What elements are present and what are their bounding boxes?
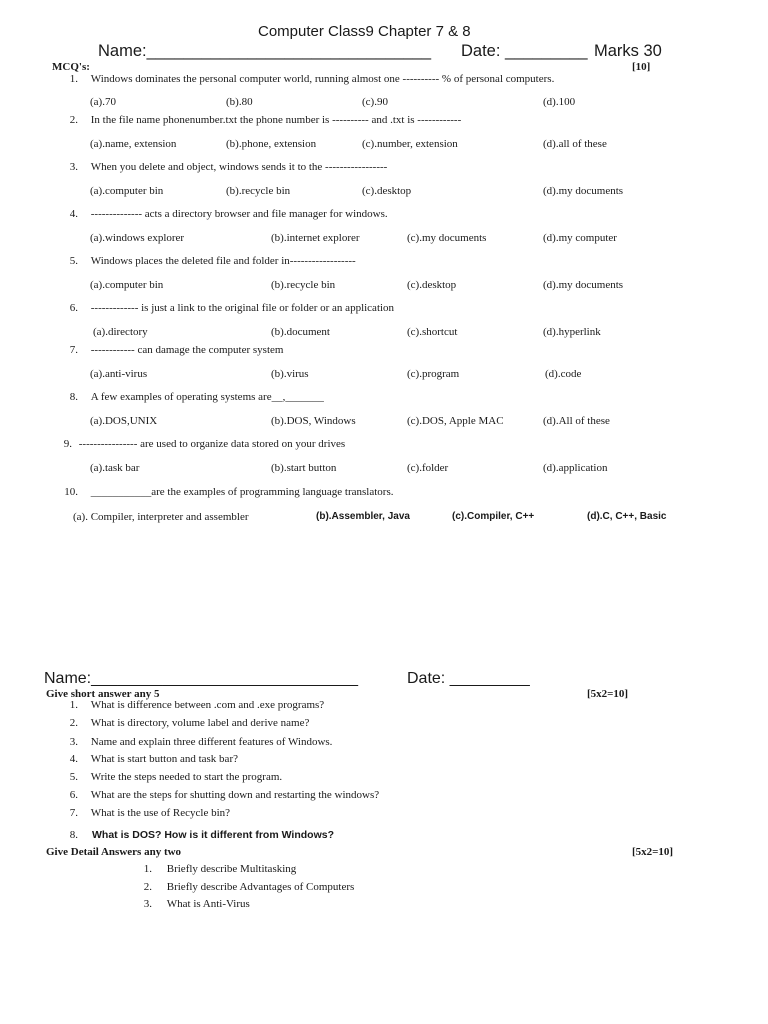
option-a: (a). Compiler, interpreter and assembler bbox=[73, 511, 249, 523]
detail-answer-marks: [5x2=10] bbox=[632, 846, 674, 858]
option-b: (b).start button bbox=[271, 462, 337, 474]
option-b: (b).phone, extension bbox=[226, 138, 317, 150]
question-text: What is directory, volume label and derive name? bbox=[90, 717, 310, 729]
option-d: (d).all of these bbox=[543, 138, 607, 150]
question-number: 6. bbox=[69, 302, 78, 314]
short-question bbox=[64, 699, 324, 711]
option-d: (d).my computer bbox=[543, 232, 617, 244]
mcq-question-2 bbox=[64, 114, 461, 126]
question-text: What is the use of Recycle bin? bbox=[90, 807, 231, 819]
option-a: (a).task bar bbox=[90, 462, 140, 474]
short-question bbox=[64, 771, 282, 783]
option-a: (a).DOS,UNIX bbox=[90, 415, 158, 427]
question-text: Windows dominates the personal computer world, running almost one ---------- % of personal computers. bbox=[90, 73, 555, 85]
option-c: (c).program bbox=[407, 368, 460, 380]
date-field: Date: _________ bbox=[461, 42, 588, 60]
question-number: 1. bbox=[69, 699, 78, 711]
question-number: 3. bbox=[143, 898, 152, 910]
question-number: 9. bbox=[63, 438, 72, 450]
short-answer-marks: [5x2=10] bbox=[587, 688, 629, 700]
option-a: (a).70 bbox=[90, 96, 116, 108]
option-c: (c).folder bbox=[407, 462, 449, 474]
question-number: 7. bbox=[69, 344, 78, 356]
question-number: 1. bbox=[143, 863, 152, 875]
option-c: (c).90 bbox=[362, 96, 388, 108]
question-text: Briefly describe Advantages of Computers bbox=[166, 881, 355, 893]
option-b: (b).80 bbox=[226, 96, 253, 108]
mcq-question-9 bbox=[58, 438, 345, 450]
option-d: (d).C, C++, Basic bbox=[587, 511, 667, 522]
short-question bbox=[64, 807, 230, 819]
question-text: What are the steps for shutting down and restarting the windows? bbox=[90, 789, 380, 801]
mcq-question-10 bbox=[62, 486, 393, 498]
question-text: When you delete and object, windows sends it to the ----------------- bbox=[90, 161, 388, 173]
question-text: ------------ can damage the computer system bbox=[90, 344, 284, 356]
mcq-question-5 bbox=[64, 255, 356, 267]
option-a: (a).computer bin bbox=[90, 279, 164, 291]
question-text: ---------------- are used to organize data stored on your drives bbox=[78, 438, 346, 450]
short-question bbox=[64, 717, 309, 729]
mcq-question-7 bbox=[64, 344, 283, 356]
question-number: 2. bbox=[69, 717, 78, 729]
option-c: (c).number, extension bbox=[362, 138, 458, 150]
detail-question bbox=[138, 863, 296, 875]
name-field-2: Name:______________________________ bbox=[44, 670, 359, 687]
question-text: What is start button and task bar? bbox=[90, 753, 238, 765]
question-text: What is difference between .com and .exe programs? bbox=[90, 699, 325, 711]
mcq-question-8 bbox=[64, 391, 324, 403]
option-a: (a).computer bin bbox=[90, 185, 164, 197]
mcq-question-4 bbox=[64, 208, 388, 220]
option-b: (b).recycle bin bbox=[271, 279, 336, 291]
question-number: 4. bbox=[69, 753, 78, 765]
name-field: Name:_______________________________ bbox=[98, 42, 432, 60]
option-b: (b).internet explorer bbox=[271, 232, 360, 244]
option-d: (d).code bbox=[545, 368, 582, 380]
date-field-2: Date: _________ bbox=[407, 670, 530, 687]
question-number: 6. bbox=[69, 789, 78, 801]
question-number: 2. bbox=[143, 881, 152, 893]
question-text: Windows places the deleted file and folder in------------------ bbox=[90, 255, 356, 267]
mcq-marks: [10] bbox=[632, 61, 651, 73]
short-question bbox=[64, 825, 334, 843]
option-b: (b).recycle bin bbox=[226, 185, 291, 197]
short-question bbox=[64, 789, 379, 801]
question-text: What is Anti-Virus bbox=[166, 898, 250, 910]
question-number: 4. bbox=[69, 208, 78, 220]
question-text: -------------- acts a directory browser and file manager for windows. bbox=[90, 208, 388, 220]
option-c: (c).DOS, Apple MAC bbox=[407, 415, 504, 427]
option-d: (d).my documents bbox=[543, 185, 624, 197]
question-text: A few examples of operating systems are__,_______ bbox=[90, 391, 324, 403]
question-number: 8. bbox=[69, 829, 78, 841]
option-c: (c).Compiler, C++ bbox=[452, 511, 535, 522]
question-number: 5. bbox=[69, 255, 78, 267]
option-c: (c).desktop bbox=[362, 185, 412, 197]
option-b: (b).virus bbox=[271, 368, 309, 380]
question-text: ------------- is just a link to the original file or folder or an application bbox=[90, 302, 395, 314]
option-c: (c).my documents bbox=[407, 232, 487, 244]
question-text: ___________are the examples of programming language translators. bbox=[90, 486, 394, 498]
question-number: 3. bbox=[69, 736, 78, 748]
question-number: 8. bbox=[69, 391, 78, 403]
short-question bbox=[64, 753, 238, 765]
question-text: Briefly describe Multitasking bbox=[166, 863, 297, 875]
question-text: In the file name phonenumber.txt the phone number is ---------- and .txt is ------------ bbox=[90, 114, 462, 126]
question-number: 5. bbox=[69, 771, 78, 783]
question-text: Write the steps needed to start the program. bbox=[90, 771, 283, 783]
option-a: (a).directory bbox=[93, 326, 148, 338]
option-a: (a).windows explorer bbox=[90, 232, 185, 244]
mcq-question-1 bbox=[64, 73, 554, 85]
detail-question bbox=[138, 898, 250, 910]
mcq-question-6 bbox=[64, 302, 394, 314]
short-question bbox=[64, 736, 332, 748]
question-text: Name and explain three different features of Windows. bbox=[90, 736, 333, 748]
detail-question bbox=[138, 881, 354, 893]
question-number: 1. bbox=[69, 73, 78, 85]
option-d: (d).application bbox=[543, 462, 608, 474]
option-d: (d).hyperlink bbox=[543, 326, 601, 338]
option-d: (d).All of these bbox=[543, 415, 610, 427]
detail-answer-heading: Give Detail Answers any two bbox=[46, 846, 182, 858]
option-d: (d).my documents bbox=[543, 279, 624, 291]
option-c: (c).desktop bbox=[407, 279, 457, 291]
option-a: (a).anti-virus bbox=[90, 368, 148, 380]
mcq-question-3 bbox=[64, 161, 387, 173]
short-answer-heading: Give short answer any 5 bbox=[46, 688, 160, 700]
option-b: (b).Assembler, Java bbox=[316, 511, 410, 522]
option-d: (d).100 bbox=[543, 96, 576, 108]
option-a: (a).name, extension bbox=[90, 138, 177, 150]
page-title: Computer Class9 Chapter 7 & 8 bbox=[258, 23, 471, 40]
question-text: What is DOS? How is it different from Windows? bbox=[92, 829, 334, 841]
option-b: (b).DOS, Windows bbox=[271, 415, 356, 427]
question-number: 10. bbox=[64, 486, 78, 498]
mcq-heading: MCQ's: bbox=[52, 61, 90, 73]
marks-total: Marks 30 bbox=[594, 42, 662, 60]
option-b: (b).document bbox=[271, 326, 330, 338]
question-number: 3. bbox=[69, 161, 78, 173]
option-c: (c).shortcut bbox=[407, 326, 458, 338]
question-number: 7. bbox=[69, 807, 78, 819]
question-number: 2. bbox=[69, 114, 78, 126]
